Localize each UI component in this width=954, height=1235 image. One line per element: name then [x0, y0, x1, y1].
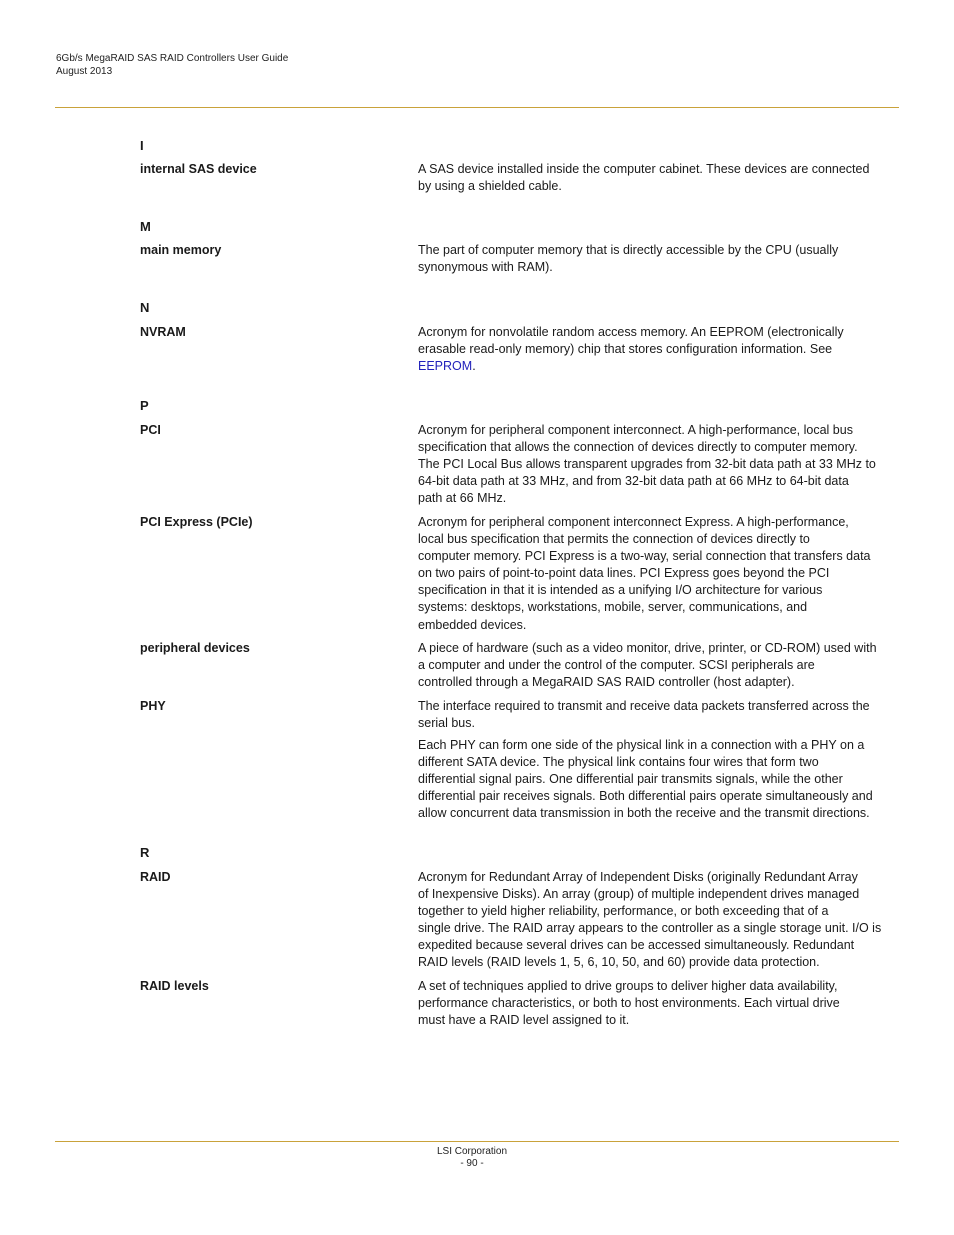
- definition-line: performance characteristics, or both to host environments. Each virtual drive: [418, 996, 840, 1011]
- definition-line: differential signal pairs. One differential pair transmits signals, while the other: [418, 772, 843, 787]
- glossary-term-internal-sas-device: internal SAS device: [140, 162, 257, 176]
- glossary-term-main-memory: main memory: [140, 243, 222, 257]
- definition-line: controlled through a MegaRAID SAS RAID controller (host adapter).: [418, 675, 795, 690]
- definition-line: specification that allows the connection of devices directly to computer memory.: [418, 440, 858, 455]
- glossary-term-nvram: NVRAM: [140, 325, 186, 339]
- footer-rule: [55, 1141, 899, 1142]
- section-letter-n: N: [140, 300, 150, 315]
- definition-line: [418, 358, 894, 375]
- eeprom-link[interactable]: EEPROM: [418, 359, 473, 374]
- definition-line: by using a shielded cable.: [418, 179, 562, 194]
- glossary-definition-pci-express: [418, 514, 894, 634]
- glossary-definition-internal-sas-device: [418, 161, 894, 195]
- definition-line: A piece of hardware (such as a video monitor, drive, printer, or CD-ROM) used with: [418, 641, 877, 655]
- glossary-term-phy: PHY: [140, 699, 166, 713]
- glossary-definition-raid-levels: [418, 978, 894, 1029]
- definition-line: systems: desktops, workstations, mobile, server, communications, and: [418, 600, 808, 615]
- definition-line: The PCI Local Bus allows transparent upgrades from 32-bit data path at 33 MHz to: [418, 457, 876, 472]
- glossary-term-raid: RAID: [140, 870, 171, 884]
- glossary-term-raid-levels: RAID levels: [140, 979, 209, 993]
- definition-line: A set of techniques applied to drive groups to deliver higher data availability,: [418, 979, 838, 993]
- section-letter-p: P: [140, 398, 149, 413]
- definition-line: serial bus.: [418, 716, 475, 731]
- glossary-definition-nvram: [418, 324, 894, 375]
- definition-line: different SATA device. The physical link contains four wires that form two: [418, 755, 819, 770]
- document-date: August 2013: [56, 65, 113, 77]
- glossary-term-pci: PCI: [140, 423, 161, 437]
- definition-line: embedded devices.: [418, 617, 527, 632]
- definition-line: computer memory. PCI Express is a two-way, serial connection that transfers data: [418, 549, 871, 564]
- definition-line: expedited because several drives can be accessed simultaneously. Redundant: [418, 938, 855, 953]
- section-letter-r: R: [140, 845, 150, 860]
- definition-line: of Inexpensive Disks). An array (group) of multiple independent drives managed: [418, 887, 860, 902]
- link-suffix: .: [472, 359, 476, 374]
- definition-line: erasable read-only memory) chip that stores configuration information. See: [418, 342, 833, 357]
- glossary-definition-phy-paragraph-2: [418, 737, 894, 822]
- glossary-definition-main-memory: [418, 242, 894, 276]
- definition-line: must have a RAID level assigned to it.: [418, 1013, 630, 1028]
- glossary-definition-raid: [418, 869, 894, 972]
- definition-line: The interface required to transmit and receive data packets transferred across the: [418, 699, 870, 713]
- definition-line: differential pair receives signals. Both differential pairs operate simultaneously and: [418, 789, 873, 804]
- definition-line: Acronym for peripheral component interconnect Express. A high-performance,: [418, 515, 849, 529]
- glossary-term-pci-express: PCI Express (PCIe): [140, 515, 253, 529]
- page-number: - 90 -: [460, 1158, 484, 1169]
- definition-line: Each PHY can form one side of the physical link in a connection with a PHY on a: [418, 738, 865, 752]
- definition-line: local bus specification that permits the connection of devices directly to: [418, 532, 810, 547]
- definition-line: a computer and under the control of the computer. SCSI peripherals are: [418, 658, 815, 673]
- running-header: [56, 53, 288, 78]
- definition-line: path at 66 MHz.: [418, 491, 507, 506]
- footer-company: LSI Corporation: [436, 1146, 508, 1157]
- definition-line: RAID levels (RAID levels 1, 5, 6, 10, 50, and 60) provide data protection.: [418, 955, 820, 970]
- definition-line: A SAS device installed inside the computer cabinet. These devices are connected: [418, 162, 870, 176]
- definition-line: allow concurrent data transmission in both the receive and the transmit directions.: [418, 806, 870, 821]
- definition-line: single drive. The RAID array appears to the controller as a single storage unit. I/O is: [418, 921, 882, 936]
- definition-line: Acronym for nonvolatile random access memory. An EEPROM (electronically: [418, 325, 844, 339]
- definition-line: specification in that it is intended as a unifying I/O architecture for various: [418, 583, 823, 598]
- definition-line: Acronym for Redundant Array of Independent Disks (originally Redundant Array: [418, 870, 858, 884]
- definition-line: synonymous with RAM).: [418, 260, 553, 275]
- section-letter-m: M: [140, 219, 151, 234]
- definition-line: 64-bit data path at 33 MHz, and from 32-bit data path at 66 MHz to 64-bit data: [418, 474, 849, 489]
- definition-line: on two pairs of point-to-point data lines. PCI Express goes beyond the PCI: [418, 566, 830, 581]
- header-rule: [55, 107, 899, 108]
- section-letter-i: I: [140, 138, 144, 153]
- glossary-definition-phy: [418, 698, 894, 732]
- glossary-definition-pci: [418, 422, 894, 507]
- page-footer: [0, 1146, 944, 1170]
- definition-line: Acronym for peripheral component interconnect. A high-performance, local bus: [418, 423, 853, 437]
- glossary-term-peripheral-devices: peripheral devices: [140, 641, 250, 655]
- document-title: 6Gb/s MegaRAID SAS RAID Controllers User Guide: [56, 53, 289, 64]
- definition-line: The part of computer memory that is directly accessible by the CPU (usually: [418, 243, 839, 257]
- glossary-definition-peripheral-devices: [418, 640, 894, 691]
- definition-line: together to yield higher reliability, performance, or both exceeding that of a: [418, 904, 829, 919]
